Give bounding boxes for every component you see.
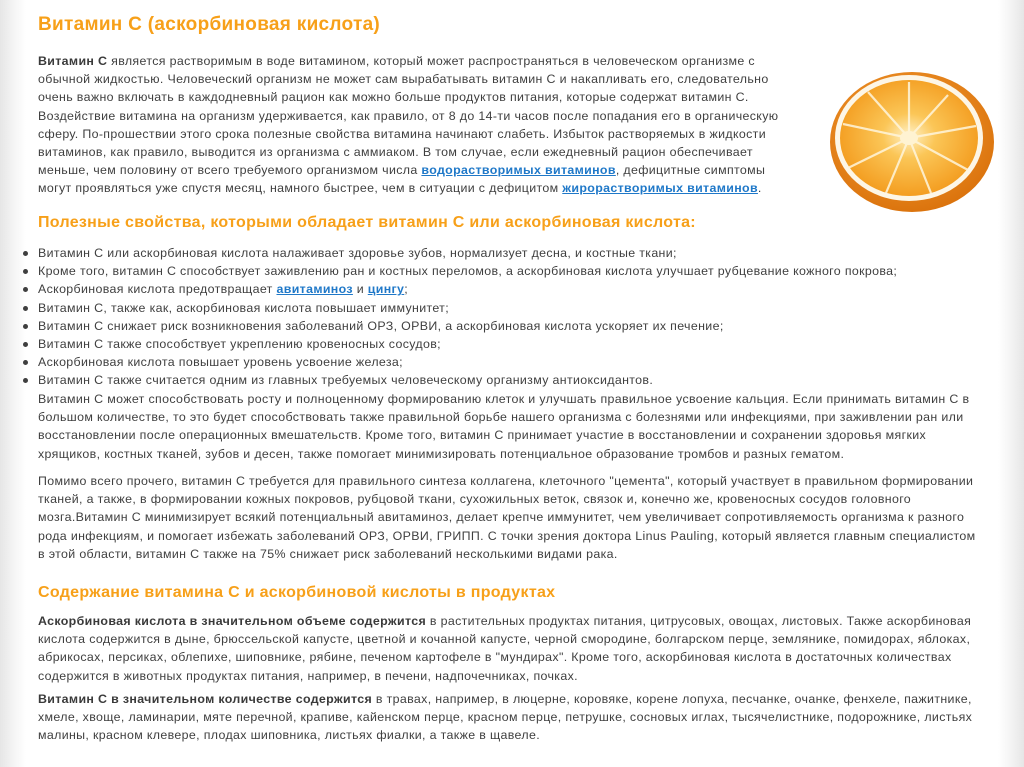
list-item-text: Аскорбиновая кислота повышает уровень усвоение железа; [38,355,403,370]
page-title: Витамин С (аскорбиновая кислота) [38,14,381,35]
list-item [16,244,976,262]
list-item [16,353,976,371]
bullet-3-text-1: Аскорбиновая кислота предотвращает [38,282,277,297]
bullet-icon [23,287,28,292]
list-item [16,299,976,317]
article [38,10,986,743]
benefits-list [16,244,976,390]
section-1-paragraph-1: Витамин С может способствовать росту и полноценному формированию клеток и улучшать правильное усвоение кальция. Если принимать витамин С в большом количестве, то это будет способствовать также правильной борьбе нашего организма с болезнями или инфекциями, при заживлении ран или восстановлении после операционных вмешательств. Кроме того, витамин С принимает участие в восстановлении и сохранении здоровья мягких хрящиков, костных тканей, зубов и десен, также помогает минимизировать потенциальное образование тромбов и разных гематом. [38,392,970,461]
list-item-text: Витамин С, также как, аскорбиновая кислота повышает иммунитет; [38,300,449,315]
list-item [16,335,976,353]
link-water-soluble-vitamins[interactable]: водорастворимых витаминов [421,163,616,178]
document-page [26,0,998,767]
bullet-icon [23,378,28,383]
list-item-text: Витамин С или аскорбиновая кислота налаживает здоровье зубов, нормализует десна, и костные ткани; [38,246,677,260]
bullet-icon [23,360,28,365]
list-item [16,262,976,280]
intro-text-3: . [757,181,762,196]
bullet-icon [23,324,28,329]
bullet-icon [23,269,28,274]
bullet-3-text-3: ; [404,282,409,297]
section-2-paragraph-2-text: в травах, например, в люцерне, коровяке, корене лопуха, песчанке, очанке, фенхеле, пажитнике, хмеле, хвоще, ламинарии, мяте перечной, крапиве, кайенском перце, красном перце, петрушке, сосновых иглах, тысячелистнике, подорожнике, листьях малины, красном клевере, плодах шиповника, листьях фиалки, а также в щавеле. [38,692,973,743]
link-avitaminosis[interactable]: авитаминоз [276,282,353,297]
list-item-text: Витамин С также считается одним из главных требуемых человеческому организму антиоксидантов. [38,373,654,388]
section-2-heading: Содержание витамина С и аскорбиновой кислоты в продуктах [38,584,556,601]
list-item [16,371,976,389]
orange-half-image [816,52,1000,220]
intro-text-1: является растворимым в воде витамином, который может распространяться в человеческом организме с обычной жидкостью. Человеческий организм не может сам вырабатывать витамин С и накапливать его, следовательно очень важно включать в каждодневный рацион как можно больше продуктов питания, которые содержат витамин С. Воздействие витамина на организм удерживается, как правило, от 8 до 14-ти часов после попадания его в органическую сферу. По-прошествии этого срока полезные свойства витамина начинают слабеть. Избыток растворяемых в жидкости витаминов, как правило, выводится из организма с аммиаком. В том случае, если ежедневный рацион обеспечивает меньше, чем половину от всего требуемого организмом числа [38,54,779,178]
list-item-text: Кроме того, витамин С способствует заживлению ран и костных переломов, а аскорбиновая кислота улучшает рубцевание кожного покрова; [38,264,898,279]
intro-paragraph [38,52,780,198]
section-2-paragraph-1-text: в растительных продуктах питания, цитрусовых, овощах, листовых. Также аскорбиновая кислота содержится в дыне, брюссельской капусте, цветной и кочанной капусте, черной смородине, болгарском перце, землянике, помидорах, яблоках, абрикосах, персиках, облепихе, шиповнике, рябине, печеном картофеле в "мундирах". Кроме того, аскорбиновая кислота в достаточных количествах содержится в животных продуктах питания, например, в печени, надпочечниках, почках. [38,614,972,683]
intro-text-2: , дефицитные симптомы могут проявляться уже спустя месяц, намного быстрее, чем в ситуации с дефицитом [38,163,766,196]
section-2-paragraph-2 [38,690,986,745]
bullet-icon [23,306,28,311]
list-item [16,317,976,335]
bullet-icon [23,251,28,256]
list-item-text: Витамин С также способствует укреплению кровеносных сосудов; [38,337,441,352]
bullet-3-text-2: и [352,282,368,297]
list-item [16,280,976,298]
intro-bold: Витамин С [38,54,108,68]
bullet-icon [23,342,28,347]
section-2-paragraph-1-bold: Аскорбиновая кислота в значительном объеме содержится [38,614,427,628]
section-2-paragraph-2-bold: Витамин С в значительном количестве содержится [38,692,373,706]
list-item-text: Витамин С снижает риск возникновения заболеваний ОРЗ, ОРВИ, а аскорбиновая кислота ускоряет их печение; [38,318,724,333]
section-1-heading: Полезные свойства, которыми обладает витамин С или аскорбиновая кислота: [38,214,696,231]
link-fat-soluble-vitamins[interactable]: жирорастворимых витаминов [562,181,758,196]
link-scurvy[interactable]: цингу [367,282,405,297]
section-1-paragraph-2: Помимо всего прочего, витамин С требуется для правильного синтеза коллагена, клеточного "цемента", который участвует в правильном формировании тканей, а также, в формировании кожных покровов, рубцовой ткани, сухожильных веток, связок и, конечно же, кровеносных сосудов головного мозга.Витамин С минимизирует всякий потенциальный авитаминоз, делает крепче иммунитет, чем увеличивает сопротивляемость организма к разного рода инфекциям, и помогает избежать заболеваний ОРЗ, ОРВИ, ГРИПП. С точки зрения доктора Linus Pauling, который является главным специалистом в этой области, витамин С также на 75% снижает риск заболеваний несколькими видами рака. [38,474,976,561]
section-2-paragraph-1 [38,612,986,685]
page-shadow-right [998,0,1024,767]
